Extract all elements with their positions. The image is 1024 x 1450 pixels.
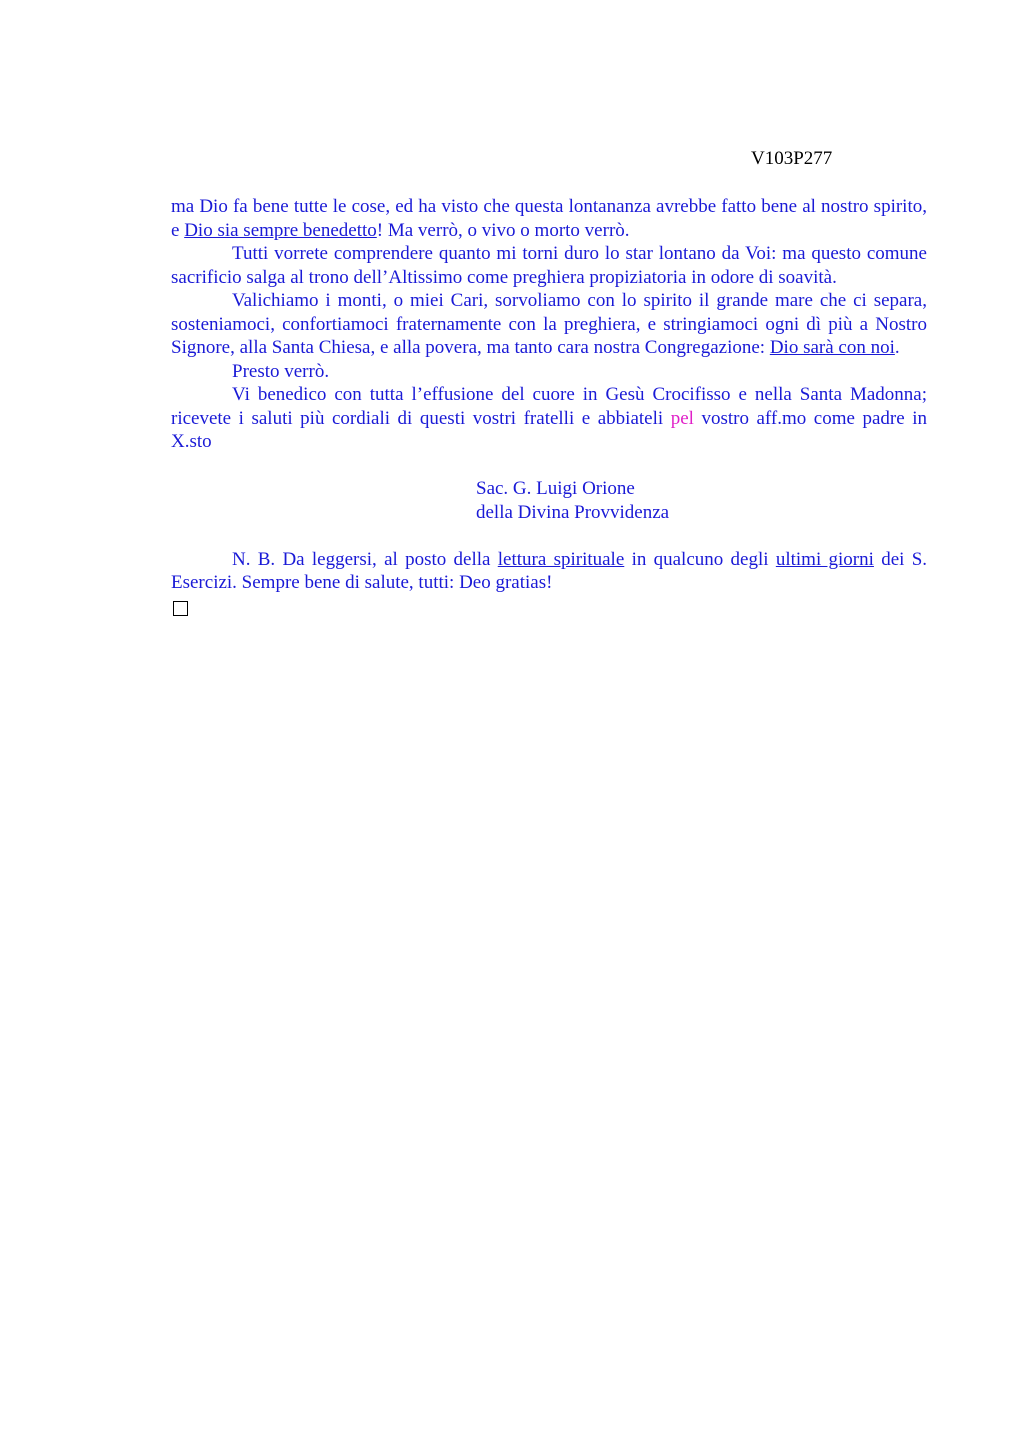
- underlined-lettura-spirituale: lettura spirituale: [497, 548, 625, 570]
- paragraph-4: Presto verrò.: [232, 360, 330, 382]
- signature-line-2: della Divina Provvidenza: [476, 501, 670, 523]
- paragraph-1: [171, 195, 927, 242]
- empty-checkbox-icon: [173, 601, 188, 616]
- paragraph-3: [171, 289, 927, 360]
- letter-body: [171, 195, 927, 622]
- paragraph-3-text-a: Valichiamo i monti, o miei Cari, sorvoliamo con lo spirito il grande mare che ci separa, sosteniamoci, confortiamoci fraternamente con la preghiera, e stringiamoci ogni dì più a Nostro Signore, alla Santa Chiesa, e alla povera, ma tanto cara nostra Congregazione:: [171, 290, 927, 358]
- paragraph-1-text-b: ! Ma verrò, o vivo o morto verrò.: [376, 219, 630, 241]
- nota-bene-text-c: dei S. Esercizi. Sempre bene di salute, tutti: Deo gratias!: [171, 548, 928, 593]
- paragraph-3-text-b: .: [894, 337, 900, 358]
- paragraph-5-text-a: Vi benedico con tutta l’effusione del cuore in Gesù Crocifisso e nella Santa Madonna; ricevete i saluti più cordiali di questi vostri fratelli e abbiateli: [171, 384, 927, 429]
- nota-bene-paragraph: [171, 548, 927, 595]
- underlined-dio-sara-con-noi: Dio sarà con noi: [769, 337, 895, 358]
- nota-bene-text-b: in qualcuno degli: [624, 548, 776, 570]
- underlined-ultimi-giorni: ultimi giorni: [775, 548, 874, 570]
- highlighted-word-pel: pel: [670, 407, 694, 429]
- underlined-dio-sia-sempre-benedetto: Dio sia sempre benedetto: [184, 219, 377, 241]
- page-reference: V103P277: [751, 148, 833, 169]
- paragraph-5-text-b: vostro aff.mo come padre in X.sto: [171, 407, 927, 452]
- signature-line-1: Sac. G. Luigi Orione: [476, 478, 635, 499]
- paragraph-5: [171, 383, 927, 454]
- signature-block: [476, 477, 927, 524]
- paragraph-2: Tutti vorrete comprendere quanto mi torni duro lo star lontano da Voi: ma questo comune sacrificio salga al trono dell’Altissimo come preghiera propiziatoria in odore di soavità.: [171, 243, 927, 288]
- nota-bene-text-a: N. B. Da leggersi, al posto della: [232, 548, 498, 570]
- paragraph-1-text-a: ma Dio fa bene tutte le cose, ed ha visto che questa lontananza avrebbe fatto bene al nostro spirito, e: [171, 196, 927, 241]
